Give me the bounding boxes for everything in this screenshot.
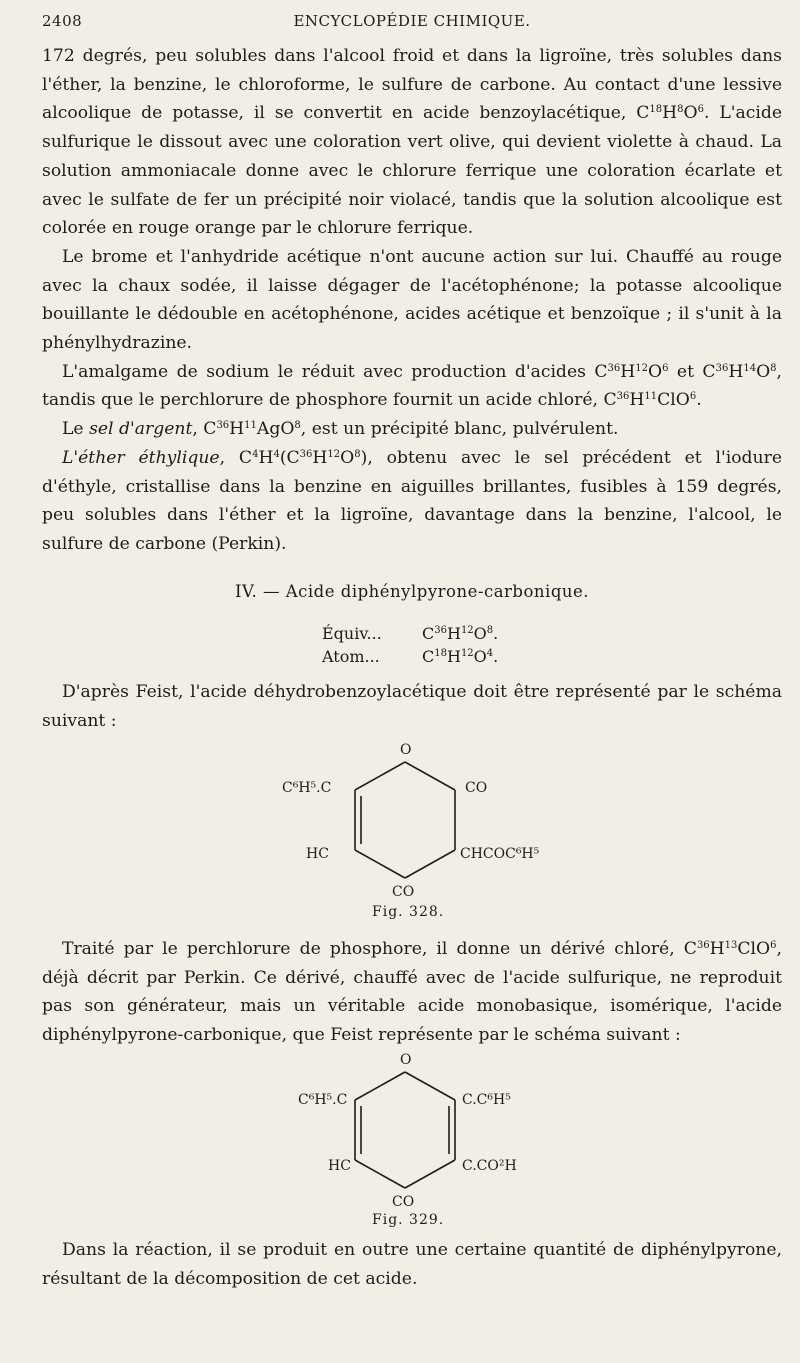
equiv-label: Équiv... (322, 624, 382, 643)
superscript: 36 (715, 362, 729, 374)
superscript: 4 (252, 448, 259, 460)
atom-label-upper-right: C.C⁶H⁵ (462, 1092, 511, 1108)
figure-caption-329: Fig. 329. (372, 1212, 445, 1228)
section-title: IV. — Acide diphénylpyrone-carbonique. (234, 582, 590, 601)
structural-formula-fig-329 (270, 1050, 560, 1210)
paragraph-group-top (42, 42, 782, 559)
superscript: 11 (644, 391, 658, 403)
superscript: 8 (677, 104, 684, 116)
superscript: 6 (662, 362, 669, 374)
atom-row (322, 645, 498, 668)
paragraph: Traité par le perchlorure de phosphore, il donne un dérivé chloré, $C^{36}H^{13}ClO^6$, déjà décrit par Perkin. Ce dérivé, chauffé avec de l'acide sulfurique, ne reproduit pas son générateur, mais un véritable acide monobasique, isomérique, l'acide diphénylpyrone-carbonique, que Feist représente par le schéma suivant : (42, 939, 782, 1046)
paragraph: Le brome et l'anhydride acétique n'ont aucune action sur lui. Chauffé au rouge avec la chaux sodée, il laisse dégager de l'acétophénone; la potasse alcoolique bouillante le dédouble en acétophénone, acides acétique et benzoïque ; il s'unit à la phénylhydrazine. (42, 246, 782, 354)
paragraph: L'amalgame de sodium le réduit avec production d'acides $C^{36}H^{12}O^6$ et $C^{36}H^{14}O^8$, tandis que le perchlorure de phosphore fournit un acide chloré, $C^{36}H^{11}ClO^6$. (42, 361, 782, 411)
atom-label-upper-left: C⁶H⁵.C (298, 1092, 348, 1108)
superscript: 36 (299, 448, 313, 460)
bond (405, 762, 455, 790)
atom-formula: $C^{18}H^{12}O^4$. (422, 647, 499, 666)
superscript: 12 (460, 625, 474, 636)
bond (405, 1072, 455, 1100)
atom-label-lower-right: CHCOC⁶H⁵ (460, 846, 540, 862)
page-number: 2408 (42, 12, 83, 30)
superscript: 6 (770, 940, 777, 951)
atom-label-top: O (400, 1052, 412, 1068)
paragraph: L'éther éthylique, $C^4H^4(C^{36}H^{12}O^8)$, obtenu avec le sel précédent et l'iodure d'éthyle, cristallise dans la benzine en aiguilles brillantes, fusibles à 159 degrés, peu solubles dans l'éther et la ligroïne, davantage dans la benzine, l'alcool, le sulfure de carbone (Perkin). (42, 447, 783, 554)
equiv-row (322, 622, 498, 645)
bond (405, 1160, 455, 1188)
italic-term: L'éther éthylique (62, 447, 220, 468)
atom-label-bottom: CO (392, 884, 415, 900)
superscript: 12 (327, 448, 341, 460)
paragraph: Le sel d'argent, $C^{36}H^{11}AgO^8$, est un précipité blanc, pulvérulent. (62, 419, 619, 440)
superscript: 8 (354, 448, 361, 460)
paragraph: Dans la réaction, il se produit en outre une certaine quantité de diphénylpyrone, résultant de la décomposition de cet acide. (42, 1240, 782, 1289)
superscript: 36 (616, 391, 630, 403)
italic-term: sel d'argent (89, 419, 193, 440)
superscript: 4 (486, 648, 494, 659)
superscript: 11 (244, 420, 257, 432)
atom-label-lower-left: HC (328, 1158, 351, 1174)
formula-table (322, 622, 498, 668)
atom-label: Atom... (322, 647, 380, 666)
paragraph: D'après Feist, l'acide déhydrobenzoylacétique doit être représenté par le schéma suivant : (42, 682, 782, 731)
superscript: 36 (434, 625, 447, 636)
body-text-last (42, 1236, 782, 1293)
atom-label-lower-right: C.CO²H (462, 1158, 517, 1174)
bond (355, 762, 405, 790)
page-header (42, 8, 782, 34)
body-text-after-fig (42, 935, 782, 1050)
superscript: 36 (607, 362, 621, 374)
body-text-top (42, 42, 782, 559)
bond (355, 850, 405, 878)
superscript: 36 (216, 420, 230, 432)
atom-label-upper-right: CO (465, 780, 488, 796)
superscript: 13 (724, 940, 738, 951)
superscript: 8 (294, 420, 301, 432)
atom-label-lower-left: HC (306, 846, 329, 862)
superscript: 8 (770, 362, 777, 374)
superscript: 4 (273, 448, 280, 460)
running-title: ENCYCLOPÉDIE CHIMIQUE. (293, 12, 531, 30)
superscript: 36 (696, 940, 710, 951)
paragraph: 172 degrés, peu solubles dans l'alcool froid et dans la ligroïne, très solubles dans l'éther, la benzine, le chloroforme, le sulfure de carbone. Au contact d'une lessive alcoolique de potasse, il se convertit en acide benzoylacétique, $C^{18}H^8O^6$. L'acide sulfurique le dissout avec une coloration vert olive, qui devient violette à chaud. La solution ammoniacale donne avec le chlorure ferrique une coloration écarlate et avec le sulfate de fer un précipité noir violacé, tandis que la solution alcoolique est colorée en rouge orange par le chlorure ferrique. (42, 46, 783, 239)
atom-label-bottom: CO (392, 1194, 415, 1210)
equiv-formula: $C^{36}H^{12}O^8$. (422, 624, 499, 643)
superscript: 12 (460, 648, 474, 659)
atom-label-top: O (400, 742, 412, 758)
superscript: 8 (486, 625, 494, 636)
bond (355, 1072, 405, 1100)
superscript: 18 (649, 104, 663, 116)
body-text-mid (42, 678, 782, 735)
bond (405, 850, 455, 878)
superscript: 14 (743, 362, 757, 374)
figure-caption-328: Fig. 328. (372, 904, 445, 920)
structural-formula-fig-328 (270, 740, 540, 900)
superscript: 6 (697, 104, 704, 116)
superscript: 6 (689, 391, 697, 403)
atom-label-upper-left: C⁶H⁵.C (282, 780, 332, 796)
superscript: 12 (635, 362, 648, 374)
superscript: 18 (434, 648, 447, 659)
bond (355, 1160, 405, 1188)
